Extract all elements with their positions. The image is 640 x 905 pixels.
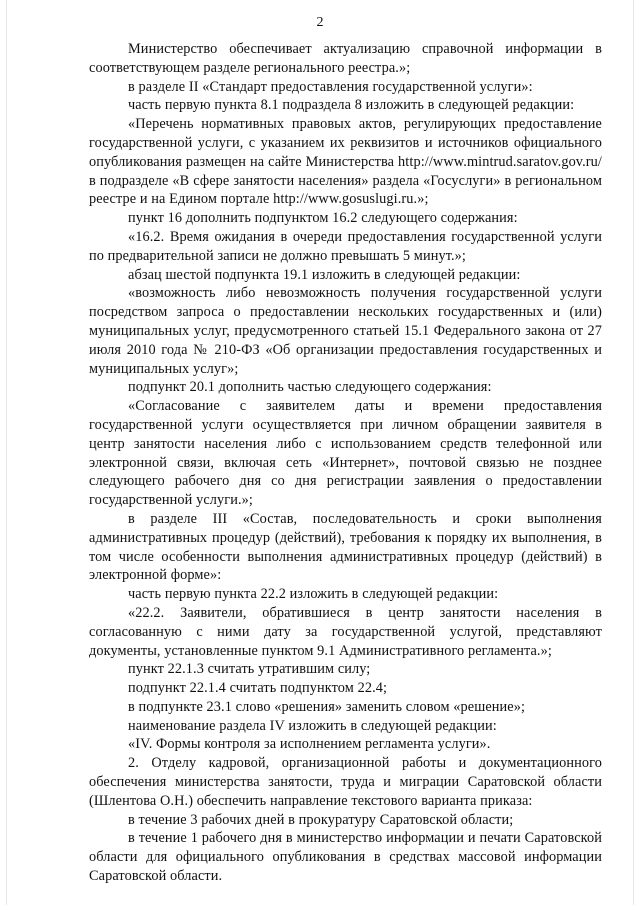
paragraph: в разделе III «Состав, последовательность и сроки выполнения административных процедур (действий), требования к порядку их выполнения, в том числе особенности выполнения административных процедур (действий) в электронной форме»: <box>89 510 602 584</box>
paragraph: «IV. Формы контроля за исполнением регламента услуги». <box>128 736 491 753</box>
paragraph: 2. Отделу кадровой, организационной работы и документационного обеспечения министерства занятости, труда и миграции Саратовской области (Шлентова О.Н.) обеспечить направление текстового варианта приказа: <box>89 755 602 809</box>
page-number: 2 <box>316 15 324 30</box>
paragraph: пункт 16 дополнить подпунктом 16.2 следующего содержания: <box>128 210 518 227</box>
scan-edge-right <box>633 0 634 905</box>
paragraph: подпункт 22.1.4 считать подпунктом 22.4; <box>128 680 388 697</box>
paragraph: «возможность либо невозможность получения государственной услуги посредством запроса о предоставлении нескольких государственных и (или) муниципальных услуг, предусмотренного статьей 15.1 Федерального закона от 27 июля 2010 года № 210-ФЗ «Об организации предоставления государственных и муниципальных услуг»; <box>89 285 602 377</box>
paragraph: наименование раздела IV изложить в следующей редакции: <box>128 717 497 734</box>
paragraph: в разделе II «Стандарт предоставления государственной услуги»: <box>128 78 533 95</box>
paragraph: в течение 1 рабочего дня в министерство информации и печати Саратовской области для официального опубликования в средствах массовой информации Саратовской области. <box>89 830 602 885</box>
paragraph: «16.2. Время ожидания в очереди предоставления государственной услуги по предварительной записи не должно превышать 5 минут.»; <box>89 228 602 264</box>
paragraph: Министерство обеспечивает актуализацию справочной информации в соответствующем разделе регионального реестра.»; <box>89 41 602 76</box>
document-body <box>89 40 602 886</box>
paragraph: подпункт 20.1 дополнить частью следующего содержания: <box>128 379 492 396</box>
paragraph: «22.2. Заявители, обратившиеся в центр занятости населения в согласованную с ними дату за государственной услугой, представляют документы, установленные пунктом 9.1 Административного регламента.»; <box>89 604 602 659</box>
paragraph: пункт 22.1.3 считать утратившим силу; <box>128 661 371 678</box>
paragraph: абзац шестой подпункта 19.1 изложить в следующей редакции: <box>128 266 521 283</box>
paragraph: часть первую пункта 8.1 подраздела 8 изложить в следующей редакции: <box>128 97 575 114</box>
paragraph: «Перечень нормативных правовых актов, регулирующих предоставление государственной услуги, с указанием их реквизитов и источников официального опубликования размещен на сайте Министерства http://www.mintrud.saratov.gov.ru/ в подразделе «В сфере занятости населения» раздела «Госуслуги» в региональном реестре и на Едином портале http://www.gosuslugi.ru.»; <box>89 116 602 208</box>
paragraph: в подпункте 23.1 слово «решения» заменить словом «решение»; <box>128 698 526 715</box>
paragraph: в течение 3 рабочих дней в прокуратуру Саратовской области; <box>128 811 514 828</box>
paragraph: часть первую пункта 22.2 изложить в следующей редакции: <box>128 586 499 603</box>
paragraph: «Согласование с заявителем даты и времени предоставления государственной услуги осуществляется при личном обращении заявителя в центр занятости населения либо с использованием средств телефонной или электронной связи, включая сеть «Интернет», почтовой связью не позднее следующего рабочего дня со дня регистрации заявления о предоставлении государственной услуги.»; <box>89 398 602 509</box>
scan-edge-left <box>6 0 7 905</box>
